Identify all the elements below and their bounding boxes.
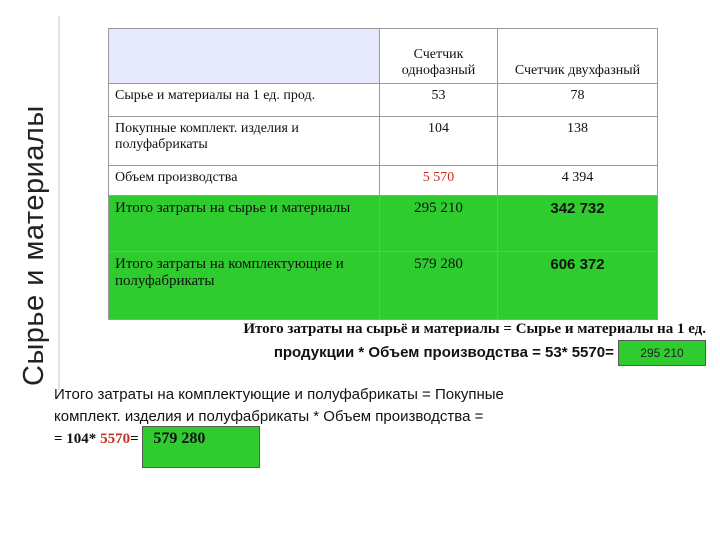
table-row: [109, 166, 658, 196]
formula-result-box: 579 280: [142, 426, 260, 468]
formula-components: [54, 384, 694, 468]
formula-line: Итого затраты на комплектующие и полуфабрикаты = Покупные: [54, 386, 504, 403]
table-row: [109, 117, 658, 166]
row-label: Покупные комплект. изделия и полуфабрикаты: [109, 117, 380, 166]
row-label: Сырье и материалы на 1 ед. прод.: [109, 84, 380, 117]
header-single-phase: Счетчик однофазный: [380, 29, 498, 84]
row-value-single: 5 570: [380, 166, 498, 196]
header-corner-cell: [109, 29, 380, 84]
row-label: Объем производства: [109, 166, 380, 196]
formula-line: Итого затраты на сырьё и материалы = Сырье и материалы на 1 ед.: [243, 321, 706, 337]
row-value-two: 606 372: [498, 252, 658, 320]
slide-title: Сырье и материалы: [18, 105, 50, 386]
header-two-phase: Счетчик двухфазный: [498, 29, 658, 84]
formula-line: [54, 428, 694, 468]
row-value-two: 138: [498, 117, 658, 166]
row-value-two: 78: [498, 84, 658, 117]
row-value-two: 342 732: [498, 196, 658, 252]
cost-table: [108, 28, 658, 320]
formula-line: комплект. изделия и полуфабрикаты * Объем производства =: [54, 408, 484, 425]
formula-prefix: = 104*: [54, 431, 101, 447]
formula-volume-value: 5570: [100, 431, 131, 447]
row-value-single: 104: [380, 117, 498, 166]
cost-table-container: [108, 28, 658, 320]
row-value-single: 53: [380, 84, 498, 117]
table-row-total: [109, 252, 658, 320]
formula-result-box: 295 210: [618, 340, 706, 366]
table-header-row: [109, 29, 658, 84]
side-divider: [58, 16, 60, 390]
table-row: [109, 84, 658, 117]
row-label: Итого затраты на сырье и материалы: [109, 196, 380, 252]
formula-line: [76, 340, 706, 366]
formula-raw-materials: [76, 318, 706, 366]
row-label: Итого затраты на комплектующие и полуфабрикаты: [109, 252, 380, 320]
row-value-single: 579 280: [380, 252, 498, 320]
table-row-total: [109, 196, 658, 252]
row-value-two: 4 394: [498, 166, 658, 196]
formula-equals: =: [130, 431, 139, 447]
row-value-single: 295 210: [380, 196, 498, 252]
formula-text: продукции * Объем производства = 53* 5570=: [273, 343, 614, 361]
